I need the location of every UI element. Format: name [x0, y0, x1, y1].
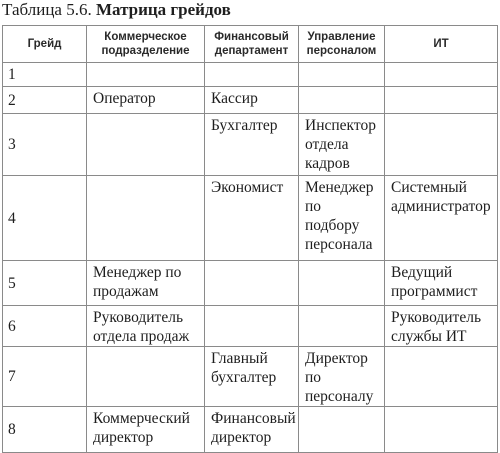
column-header-grade: Грейд [3, 26, 87, 63]
it-cell: Системный администратор [385, 176, 498, 261]
grade-cell: 8 [3, 407, 87, 453]
table-row [3, 87, 498, 114]
table-caption [2, 0, 231, 20]
finance-cell [205, 261, 299, 306]
hr-cell [299, 261, 385, 306]
table-row [3, 347, 498, 407]
finance-cell: Кассир [205, 87, 299, 114]
table-row [3, 261, 498, 306]
column-header-commercial: Коммерческое подразделение [87, 26, 205, 63]
hr-cell: Инспектор отдела кадров [299, 114, 385, 176]
hr-cell [299, 407, 385, 453]
table-header-row [3, 26, 498, 63]
grade-matrix-table [2, 25, 498, 453]
it-cell: Руководитель службы ИТ [385, 306, 498, 347]
finance-cell: Бухгалтер [205, 114, 299, 176]
hr-cell [299, 63, 385, 87]
column-header-finance: Финансовый департамент [205, 26, 299, 63]
commercial-cell [87, 63, 205, 87]
commercial-cell [87, 114, 205, 176]
finance-cell [205, 306, 299, 347]
it-cell [385, 407, 498, 453]
finance-cell: Экономист [205, 176, 299, 261]
commercial-cell: Оператор [87, 87, 205, 114]
commercial-cell [87, 347, 205, 407]
table-row [3, 407, 498, 453]
it-cell [385, 347, 498, 407]
column-header-hr: Управление персоналом [299, 26, 385, 63]
grade-cell: 1 [3, 63, 87, 87]
it-cell [385, 87, 498, 114]
grade-cell: 6 [3, 306, 87, 347]
table-row [3, 114, 498, 176]
table-row [3, 63, 498, 87]
hr-cell [299, 87, 385, 114]
table-row [3, 306, 498, 347]
grade-cell: 2 [3, 87, 87, 114]
it-cell [385, 63, 498, 87]
hr-cell: Менеджер по подбору персонала [299, 176, 385, 261]
finance-cell: Финансовый директор [205, 407, 299, 453]
table-row [3, 176, 498, 261]
grade-cell: 5 [3, 261, 87, 306]
caption-prefix: Таблица 5.6. [2, 0, 92, 19]
commercial-cell [87, 176, 205, 261]
it-cell: Ведущий программист [385, 261, 498, 306]
caption-title: Матрица грейдов [95, 0, 231, 19]
finance-cell [205, 63, 299, 87]
commercial-cell: Коммерческий директор [87, 407, 205, 453]
finance-cell: Главный бухгалтер [205, 347, 299, 407]
grade-cell: 3 [3, 114, 87, 176]
hr-cell: Директор по персоналу [299, 347, 385, 407]
it-cell [385, 114, 498, 176]
column-header-it: ИТ [385, 26, 498, 63]
commercial-cell: Менеджер по продажам [87, 261, 205, 306]
hr-cell [299, 306, 385, 347]
commercial-cell: Руководитель отдела продаж [87, 306, 205, 347]
grade-cell: 7 [3, 347, 87, 407]
grade-cell: 4 [3, 176, 87, 261]
